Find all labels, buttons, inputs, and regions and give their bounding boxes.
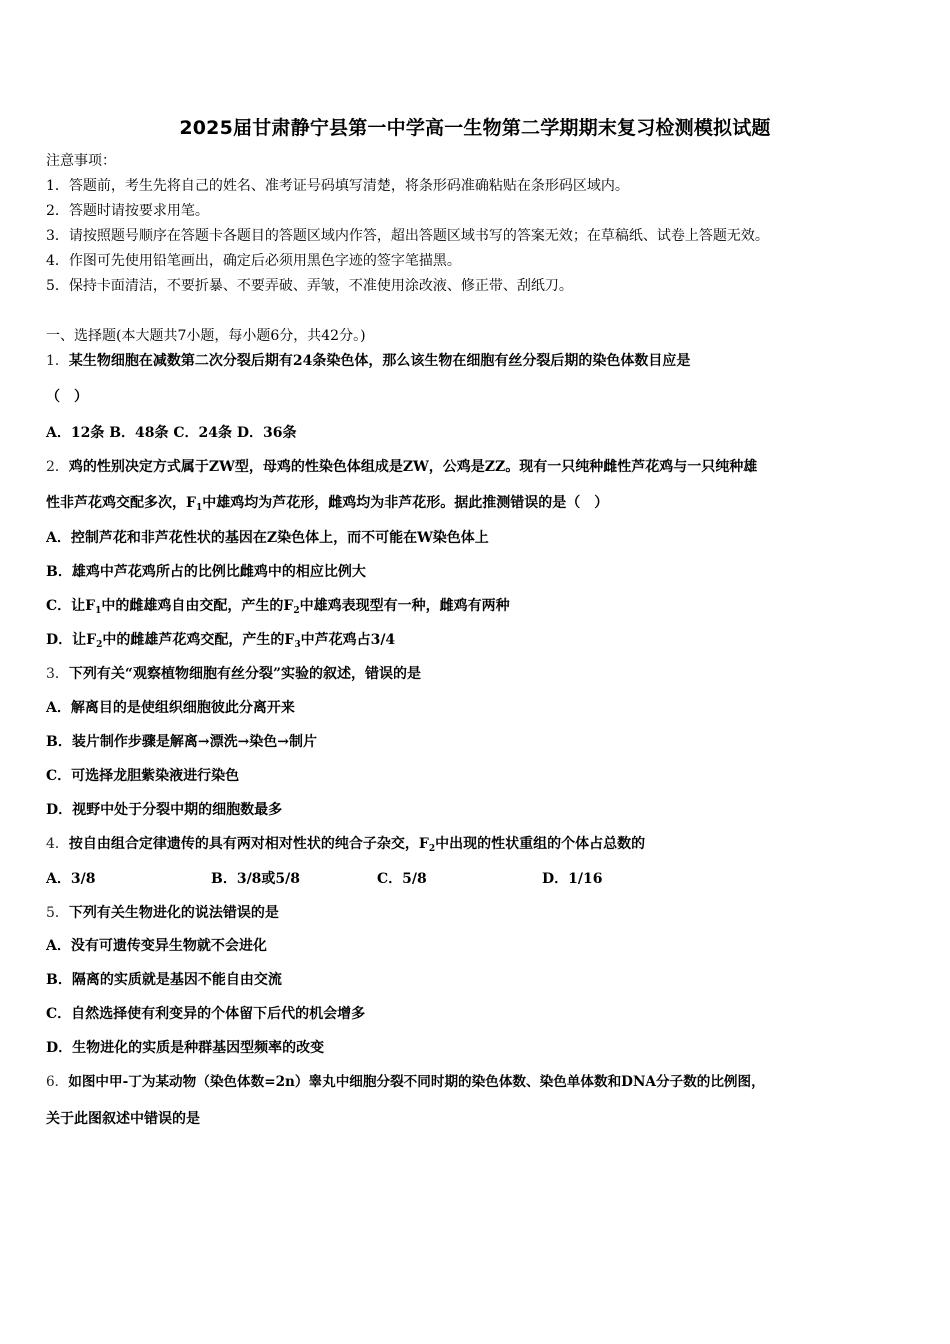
question-2-continued (46, 494, 608, 512)
subscript: 2 (428, 844, 436, 854)
notice-item-1: 1．答题前，考生先将自己的姓名、准考证号码填写清楚，将条形码准确粘贴在条形码区域内。 (46, 178, 629, 194)
notice-item-3: 3．请按照题号顺序在答题卡各题目的答题区域内作答，超出答题区域书写的答案无效；在草稿纸、试卷上答题无效。 (46, 228, 769, 244)
page-title: 2025届甘肃静宁县第一中学高一生物第二学期期末复习检测模拟试题 (179, 117, 771, 139)
text-part: 性非芦花鸡交配多次，F (46, 495, 196, 511)
question-number: 4． (46, 836, 69, 852)
question-6-continued: 关于此图叙述中错误的是 (46, 1111, 200, 1127)
text-part: 按自由组合定律遗传的具有两对相对性状的纯合子杂交，F (68, 836, 429, 852)
subscript: 3 (294, 640, 301, 650)
notice-item-5: 5．保持卡面清洁，不要折暴、不要弄破、弄皱，不准使用涂改液、修正带、刮纸刀。 (46, 278, 573, 294)
question-number: 3． (46, 666, 69, 682)
question-1-options: A．12条 B．48条 C．24条 D．36条 (46, 425, 297, 441)
question-2-option-a: A．控制芦花和非芦花性状的基因在Z染色体上，而不可能在W染色体上 (46, 530, 489, 546)
question-4 (46, 835, 645, 853)
question-4-option-c: C．5/8 (377, 871, 427, 887)
text-part: 中的雌雄芦花鸡交配，产生的F (102, 632, 295, 648)
question-3 (46, 665, 421, 683)
question-5 (46, 904, 279, 922)
question-4-option-b: B．3/8或5/8 (211, 871, 301, 887)
question-2-option-c (46, 597, 510, 615)
question-text: 下列有关“观察植物细胞有丝分裂”实验的叙述，错误的是 (68, 666, 422, 682)
question-text: 下列有关生物进化的说法错误的是 (68, 905, 279, 921)
question-text: 鸡的性别决定方式属于ZW型，母鸡的性染色体组成是ZW，公鸡是ZZ。现有一只纯种雌性芦花鸡与一只纯种雄 (68, 459, 758, 475)
text-part: 中出现的性状重组的个体占总数的 (435, 836, 646, 852)
question-6 (46, 1073, 765, 1091)
notice-item-4: 4．作图可先使用铅笔画出，确定后必须用黑色字迹的签字笔描黑。 (46, 253, 461, 269)
question-4-options (46, 870, 906, 888)
text-part: 中芦花鸡占3/4 (300, 632, 396, 648)
question-3-option-b: B．装片制作步骤是解离→漂洗→染色→制片 (46, 734, 318, 750)
text-part: 中的雌雄鸡自由交配，产生的F (101, 598, 294, 614)
question-3-option-d: D．视野中处于分裂中期的细胞数最多 (46, 802, 283, 818)
question-3-option-c: C．可选择龙胆紫染液进行染色 (46, 768, 240, 784)
notice-heading: 注意事项： (46, 153, 116, 169)
notice-item-2: 2．答题时请按要求用笔。 (46, 203, 209, 219)
question-text: 某生物细胞在减数第二次分裂后期有24条染色体，那么该生物在细胞有丝分裂后期的染色体数目应是 (68, 353, 691, 369)
question-1-blank: （ ） (46, 389, 88, 405)
text-part: C．让F (46, 598, 96, 614)
question-2-option-b: B．雄鸡中芦花鸡所占的比例比雌鸡中的相应比例大 (46, 564, 366, 580)
question-5-option-b: B．隔离的实质就是基因不能自由交流 (46, 972, 282, 988)
subscript: 2 (293, 606, 300, 616)
question-5-option-d: D．生物进化的实质是种群基因型频率的改变 (46, 1040, 325, 1056)
question-4-option-a: A．3/8 (46, 871, 96, 887)
question-text: 如图中甲-丁为某动物（染色体数=2n）睾丸中细胞分裂不同时期的染色体数、染色单体数和DNA分子数的比例图， (68, 1074, 765, 1090)
subscript: 2 (96, 640, 103, 650)
question-5-option-a: A．没有可遗传变异生物就不会进化 (46, 938, 267, 954)
question-5-option-c: C．自然选择使有利变异的个体留下后代的机会增多 (46, 1006, 366, 1022)
text-part: 中雄鸡均为芦花形，雌鸡均为非芦花形。据此推测错误的是（ ） (202, 495, 609, 511)
section-heading: 一、选择题(本大题共7小题，每小题6分，共42分。) (46, 328, 366, 344)
text-part: 中雄鸡表现型有一种，雌鸡有两种 (299, 598, 510, 614)
question-number: 6． (46, 1074, 69, 1090)
question-1 (46, 352, 690, 370)
question-number: 5． (46, 905, 69, 921)
subscript: 1 (95, 606, 102, 616)
question-number: 2． (46, 459, 69, 475)
text-part: D．让F (46, 632, 97, 648)
question-number: 1． (46, 353, 69, 369)
question-4-option-d: D．1/16 (542, 871, 603, 887)
question-2-option-d (46, 631, 395, 649)
subscript: 1 (195, 503, 203, 513)
question-3-option-a: A．解离目的是使组织细胞彼此分离开来 (46, 700, 295, 716)
question-2 (46, 458, 757, 476)
